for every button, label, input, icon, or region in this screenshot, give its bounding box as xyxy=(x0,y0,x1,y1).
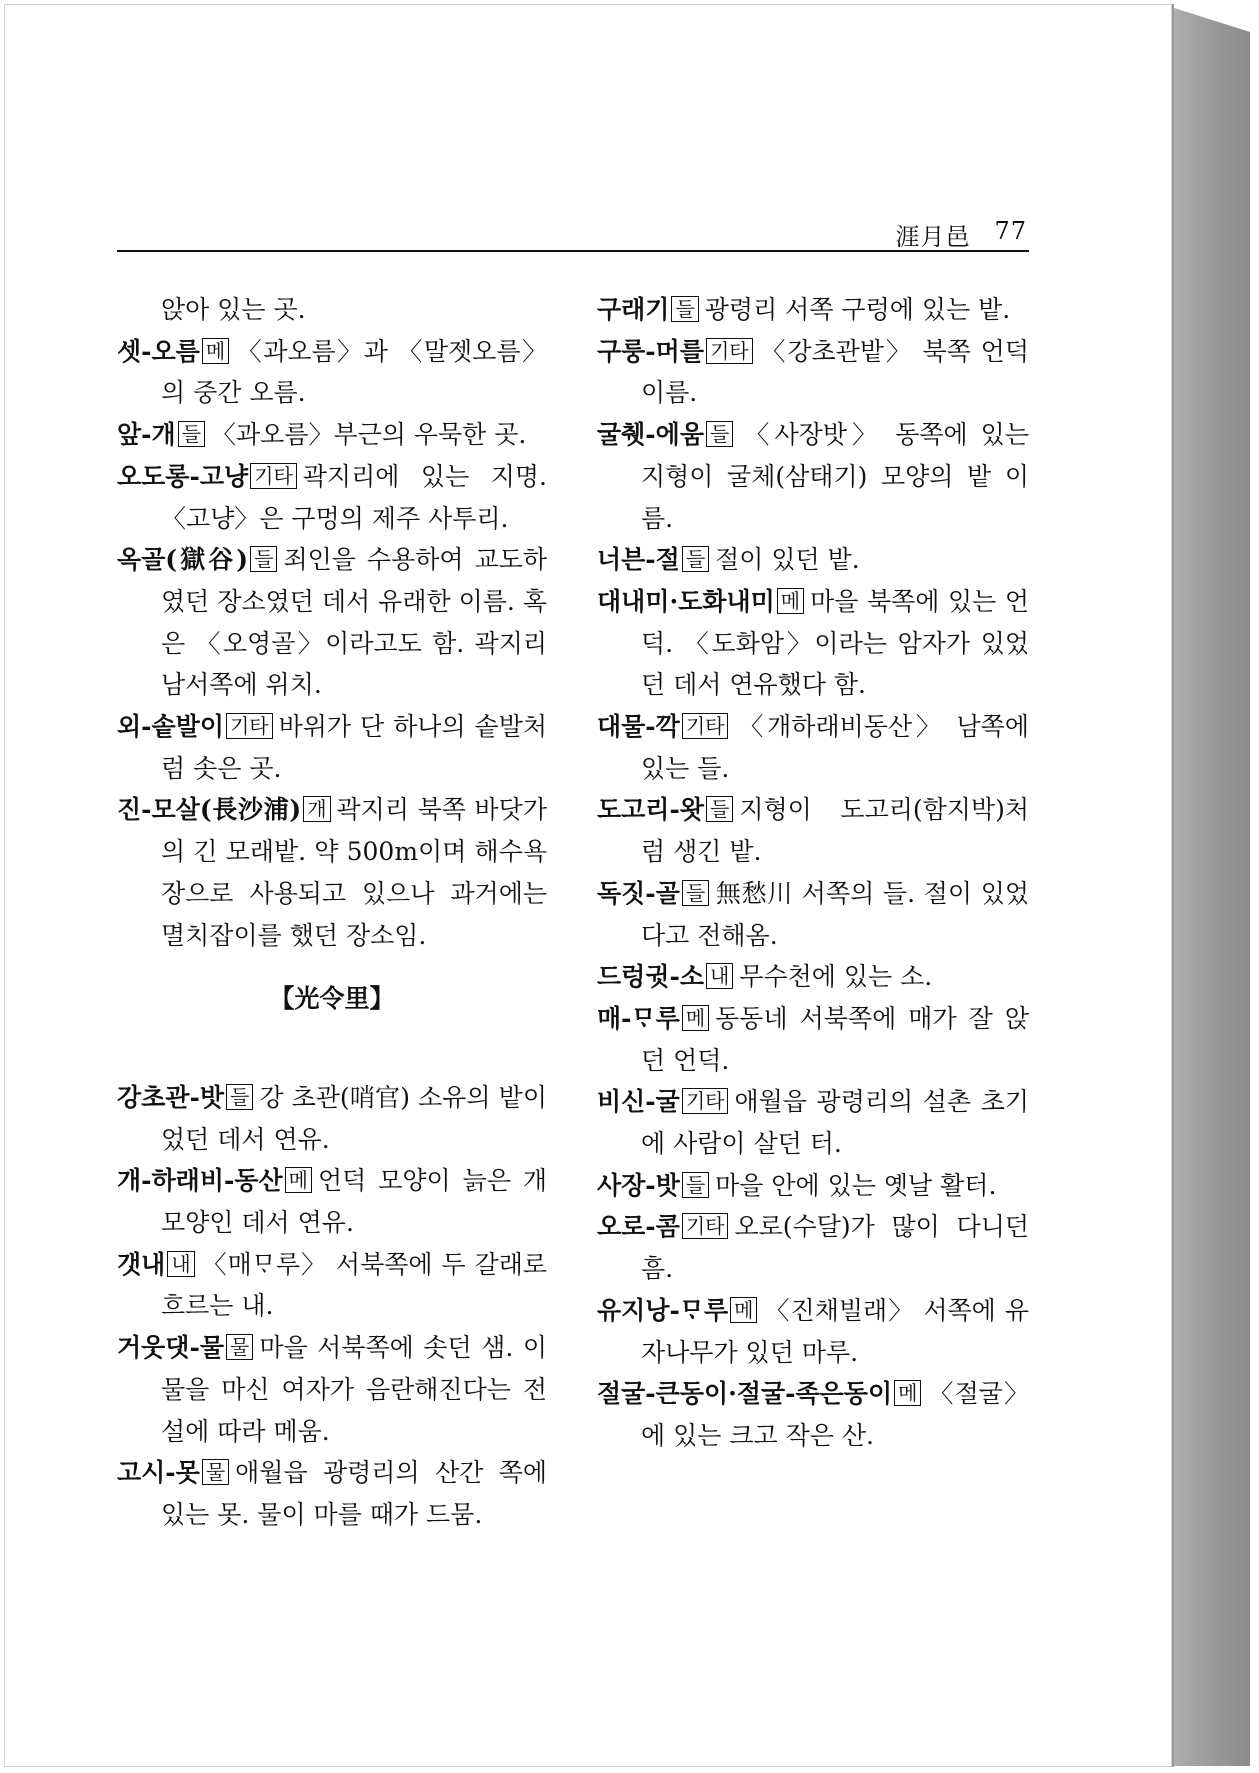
entry-text: 마을 서북쪽에 솟던 샘. 이 물을 마신 여자가 음란해진다는 전설에 따라 메움. xyxy=(161,1333,547,1446)
entry-headword: 외-솥발이 xyxy=(117,712,224,742)
left-column xyxy=(117,289,547,1536)
entry xyxy=(597,414,1029,539)
entry-text: 〈강초관밭〉 북쪽 언덕 이름. xyxy=(641,336,1029,408)
entry xyxy=(597,539,1029,581)
category-tag: 들 xyxy=(671,296,698,322)
category-tag: 내 xyxy=(167,1251,194,1277)
entry-headword: 강초관-밧 xyxy=(117,1082,224,1112)
category-tag: 들 xyxy=(250,546,277,572)
category-tag: 메 xyxy=(285,1167,312,1193)
category-tag: 물 xyxy=(226,1334,253,1360)
entry xyxy=(117,456,547,539)
entry-text: 지형이 도고리(함지박)처럼 생긴 밭. xyxy=(641,795,1029,867)
entry xyxy=(597,289,1029,331)
entry-text: 오로(수달)가 많이 다니던 흠. xyxy=(641,1212,1029,1284)
page-stack-edge xyxy=(1168,6,1250,1766)
entry-headword: 사장-밧 xyxy=(597,1170,680,1200)
entry-headword: 구룽-머를 xyxy=(597,336,704,366)
entry xyxy=(117,706,547,789)
page-number: 77 xyxy=(994,217,1027,245)
entry-headword: 고시-못 xyxy=(117,1458,200,1488)
entry xyxy=(117,1327,547,1452)
entry xyxy=(117,1077,547,1160)
page xyxy=(4,4,1172,1767)
entry-headword: 오로-콤 xyxy=(597,1212,680,1242)
entry xyxy=(597,1206,1029,1289)
entry xyxy=(597,706,1029,789)
entry xyxy=(117,1244,547,1327)
entry-headword: 진-모살(長沙浦) xyxy=(117,795,302,825)
entry-headword: 오도롱-고냥 xyxy=(117,461,249,491)
category-tag: 메 xyxy=(894,1380,921,1406)
entry-headword: 너븐-절 xyxy=(597,545,680,575)
entry-text: 곽지리 북쪽 바닷가의 긴 모래밭. 약 500m이며 해수욕장으로 사용되고 있으나 과거에는 멸치잡이를 했던 장소임. xyxy=(161,795,547,950)
entry-text: 無愁川 서쪽의 들. 절이 있었다고 전해옴. xyxy=(641,878,1029,950)
entry-headword: 셋-오름 xyxy=(117,336,200,366)
right-column xyxy=(597,289,1029,1457)
entry-headword: 대내미·도화내미 xyxy=(597,586,775,616)
category-tag: 들 xyxy=(706,796,733,822)
category-tag: 메 xyxy=(202,338,229,364)
entry xyxy=(117,789,547,956)
entry xyxy=(597,331,1029,414)
entry-text: 언덕 모양이 늙은 개 모양인 데서 연유. xyxy=(161,1166,547,1238)
entry xyxy=(117,1160,547,1243)
entry xyxy=(597,956,1029,998)
continued-text: 앉아 있는 곳. xyxy=(161,295,306,324)
entry-text: 〈절굴〉에 있는 크고 작은 산. xyxy=(641,1379,1029,1450)
category-tag: 기타 xyxy=(226,713,273,739)
entry xyxy=(597,998,1029,1081)
category-tag: 메 xyxy=(730,1297,757,1323)
entry xyxy=(597,1165,1029,1207)
entry-text: 광령리 서쪽 구렁에 있는 밭. xyxy=(704,295,1011,324)
category-tag: 메 xyxy=(682,1005,709,1031)
entry-text: 마을 북쪽에 있는 언덕. 〈도화암〉이라는 암자가 있었던 데서 연유했다 함. xyxy=(641,586,1029,700)
entry-headword: 매-ᄆᆞ루 xyxy=(597,1003,680,1033)
entry xyxy=(597,789,1029,872)
section-heading: 【光令里】 xyxy=(269,984,395,1014)
entry-text: 죄인을 수용하여 교도하였던 장소였던 데서 유래한 이름. 혹은 〈오영골〉이라고도 함. 곽지리 남서쪽에 위치. xyxy=(161,545,547,700)
entry-headword: 유지낭-ᄆᆞ루 xyxy=(597,1295,729,1325)
entry-text: 동동네 서북쪽에 매가 잘 앉던 언덕. xyxy=(641,1003,1029,1075)
entry-headword: 갯내 xyxy=(117,1249,166,1279)
category-tag: 기타 xyxy=(250,463,297,489)
entry-headword: 거웃댓-물 xyxy=(117,1333,224,1363)
entry-text: 〈매ᄆᆞ루〉 서북쪽에 두 갈래로 흐르는 내. xyxy=(161,1249,547,1321)
entry-headword: 구래기 xyxy=(597,295,670,324)
entry-text: 〈진채빌래〉 서쪽에 유자나무가 있던 마루. xyxy=(641,1295,1029,1367)
category-tag: 기타 xyxy=(706,338,753,364)
category-tag: 들 xyxy=(178,421,205,447)
section-name: 涯月邑 xyxy=(895,223,971,251)
category-tag: 들 xyxy=(226,1084,253,1110)
entry-text: 곽지리에 있는 지명. 〈고냥〉은 구멍의 제주 사투리. xyxy=(161,461,547,533)
entry-text: 강 초관(哨官) 소유의 밭이었던 데서 연유. xyxy=(161,1082,547,1154)
entry-text: 무수천에 있는 소. xyxy=(739,962,933,992)
category-tag: 들 xyxy=(682,1172,709,1198)
entry-headword: 비신-굴 xyxy=(597,1087,680,1117)
entry-headword: 드렁귓-소 xyxy=(597,962,704,992)
entry xyxy=(597,1290,1029,1373)
entry-text: 애월읍 광령리의 산간 쪽에 있는 못. 물이 마를 때가 드뭄. xyxy=(161,1458,547,1529)
entry-text: 〈사장밧〉 동쪽에 있는 지형이 굴체(삼태기) 모양의 밭 이름. xyxy=(641,420,1029,533)
entry xyxy=(597,1373,1029,1456)
entry-headword: 절굴-큰동이·절굴-족은동이 xyxy=(597,1379,893,1409)
entry-headword: 독짓-골 xyxy=(597,878,680,908)
entry xyxy=(117,331,547,414)
entry-headword: 옥골(獄谷) xyxy=(117,545,249,575)
header-rule xyxy=(117,250,1029,252)
category-tag: 개 xyxy=(303,796,330,822)
category-tag: 내 xyxy=(706,963,733,989)
entry xyxy=(117,1452,547,1535)
category-tag: 메 xyxy=(777,588,804,614)
category-tag: 기타 xyxy=(682,1088,729,1114)
entry-text: 바위가 단 하나의 솥발처럼 솟은 곳. xyxy=(161,712,547,783)
running-head xyxy=(895,217,1027,252)
entry xyxy=(597,873,1029,956)
entry-headword: 개-하래비-동산 xyxy=(117,1166,283,1196)
entry-text: 〈과오름〉과 〈말젯오름〉의 중간 오름. xyxy=(161,336,547,408)
entry xyxy=(597,1081,1029,1164)
entry-headword: 굴췟-에움 xyxy=(597,420,704,450)
category-tag: 들 xyxy=(706,421,733,447)
entry-text: 〈개하래비동산〉 남쪽에 있는 들. xyxy=(641,712,1029,783)
category-tag: 들 xyxy=(682,880,709,906)
entry-text: 절이 있던 밭. xyxy=(715,545,860,575)
entry-headword: 대물-깍 xyxy=(597,712,680,742)
category-tag: 들 xyxy=(682,546,709,572)
entry-text: 〈과오름〉부근의 우묵한 곳. xyxy=(211,420,527,450)
entry xyxy=(117,414,547,456)
entry xyxy=(117,539,547,706)
category-tag: 물 xyxy=(202,1459,229,1485)
entry-headword: 도고리-왓 xyxy=(597,795,704,825)
entry xyxy=(597,581,1029,706)
category-tag: 기타 xyxy=(682,713,729,739)
entry-text: 마을 안에 있는 옛날 활터. xyxy=(715,1170,997,1200)
entry-text: 애월읍 광령리의 설촌 초기에 사람이 살던 터. xyxy=(641,1087,1029,1159)
entry-headword: 앞-개 xyxy=(117,420,176,450)
category-tag: 기타 xyxy=(682,1213,729,1239)
